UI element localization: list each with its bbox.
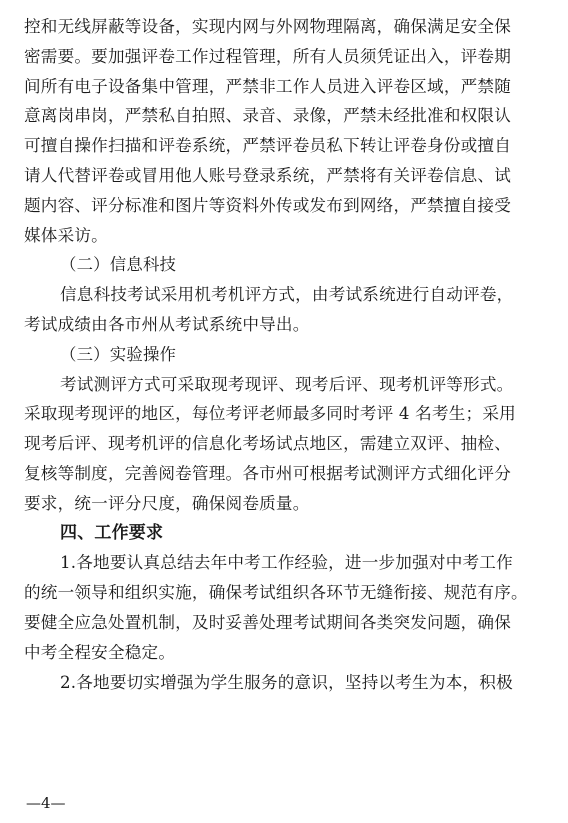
paragraph-line: 要健全应急处置机制，及时妥善处理考试期间各类突发问题，确保 — [24, 612, 512, 632]
paragraph-line: 信息科技考试采用机考机评方式，由考试系统进行自动评卷， — [60, 285, 514, 305]
paragraph-line: 意离岗串岗，严禁私自拍照、录音、录像，严禁未经批准和权限认 — [24, 106, 512, 126]
paragraph-line: 要求，统一评分尺度，确保阅卷质量。 — [24, 493, 310, 513]
page-number: —4— — [26, 794, 66, 812]
paragraph-line: 可擅自操作扫描和评卷系统，严禁评卷员私下转让评卷身份或擅自 — [24, 136, 512, 156]
document-body — [24, 12, 538, 697]
paragraph-line: 复核等制度，完善阅卷管理。各市州可根据考试测评方式细化评分 — [24, 463, 512, 483]
paragraph-line: 考试成绩由各市州从考试系统中导出。 — [24, 314, 310, 334]
paragraph-line: 采取现考现评的地区，每位考评老师最多同时考评 4 名考生；采用 — [24, 404, 516, 424]
paragraph-line: 间所有电子设备集中管理，严禁非工作人员进入评卷区域，严禁随 — [24, 76, 512, 96]
paragraph-line: 现考后评、现考机评的信息化考场试点地区，需建立双评、抽检、 — [24, 434, 512, 454]
paragraph-line: 中考全程安全稳定。 — [24, 642, 176, 662]
paragraph-line: 媒体采访。 — [24, 225, 108, 245]
paragraph-line: 题内容、评分标准和图片等资料外传或发布到网络，严禁擅自接受 — [24, 195, 512, 215]
section-subheading: （二）信息科技 — [60, 255, 177, 275]
paragraph-line: 考试测评方式可采取现考现评、现考后评、现考机评等形式。 — [60, 374, 514, 394]
section-heading: 四、工作要求 — [60, 522, 164, 543]
section-subheading: （三）实验操作 — [60, 344, 177, 364]
paragraph-line: 1.各地要认真总结去年中考工作经验，进一步加强对中考工作 — [60, 553, 513, 573]
paragraph-line: 请人代替评卷或冒用他人账号登录系统，严禁将有关评卷信息、试 — [24, 165, 512, 185]
paragraph-line: 2.各地要切实增强为学生服务的意识，坚持以考生为本，积极 — [60, 672, 513, 692]
paragraph-line: 密需要。要加强评卷工作过程管理，所有人员须凭证出入，评卷期 — [24, 46, 512, 66]
paragraph-line: 控和无线屏蔽等设备，实现内网与外网物理隔离，确保满足安全保 — [24, 17, 512, 36]
paragraph-line: 的统一领导和组织实施，确保考试组织各环节无缝衔接、规范有序。 — [24, 583, 528, 603]
